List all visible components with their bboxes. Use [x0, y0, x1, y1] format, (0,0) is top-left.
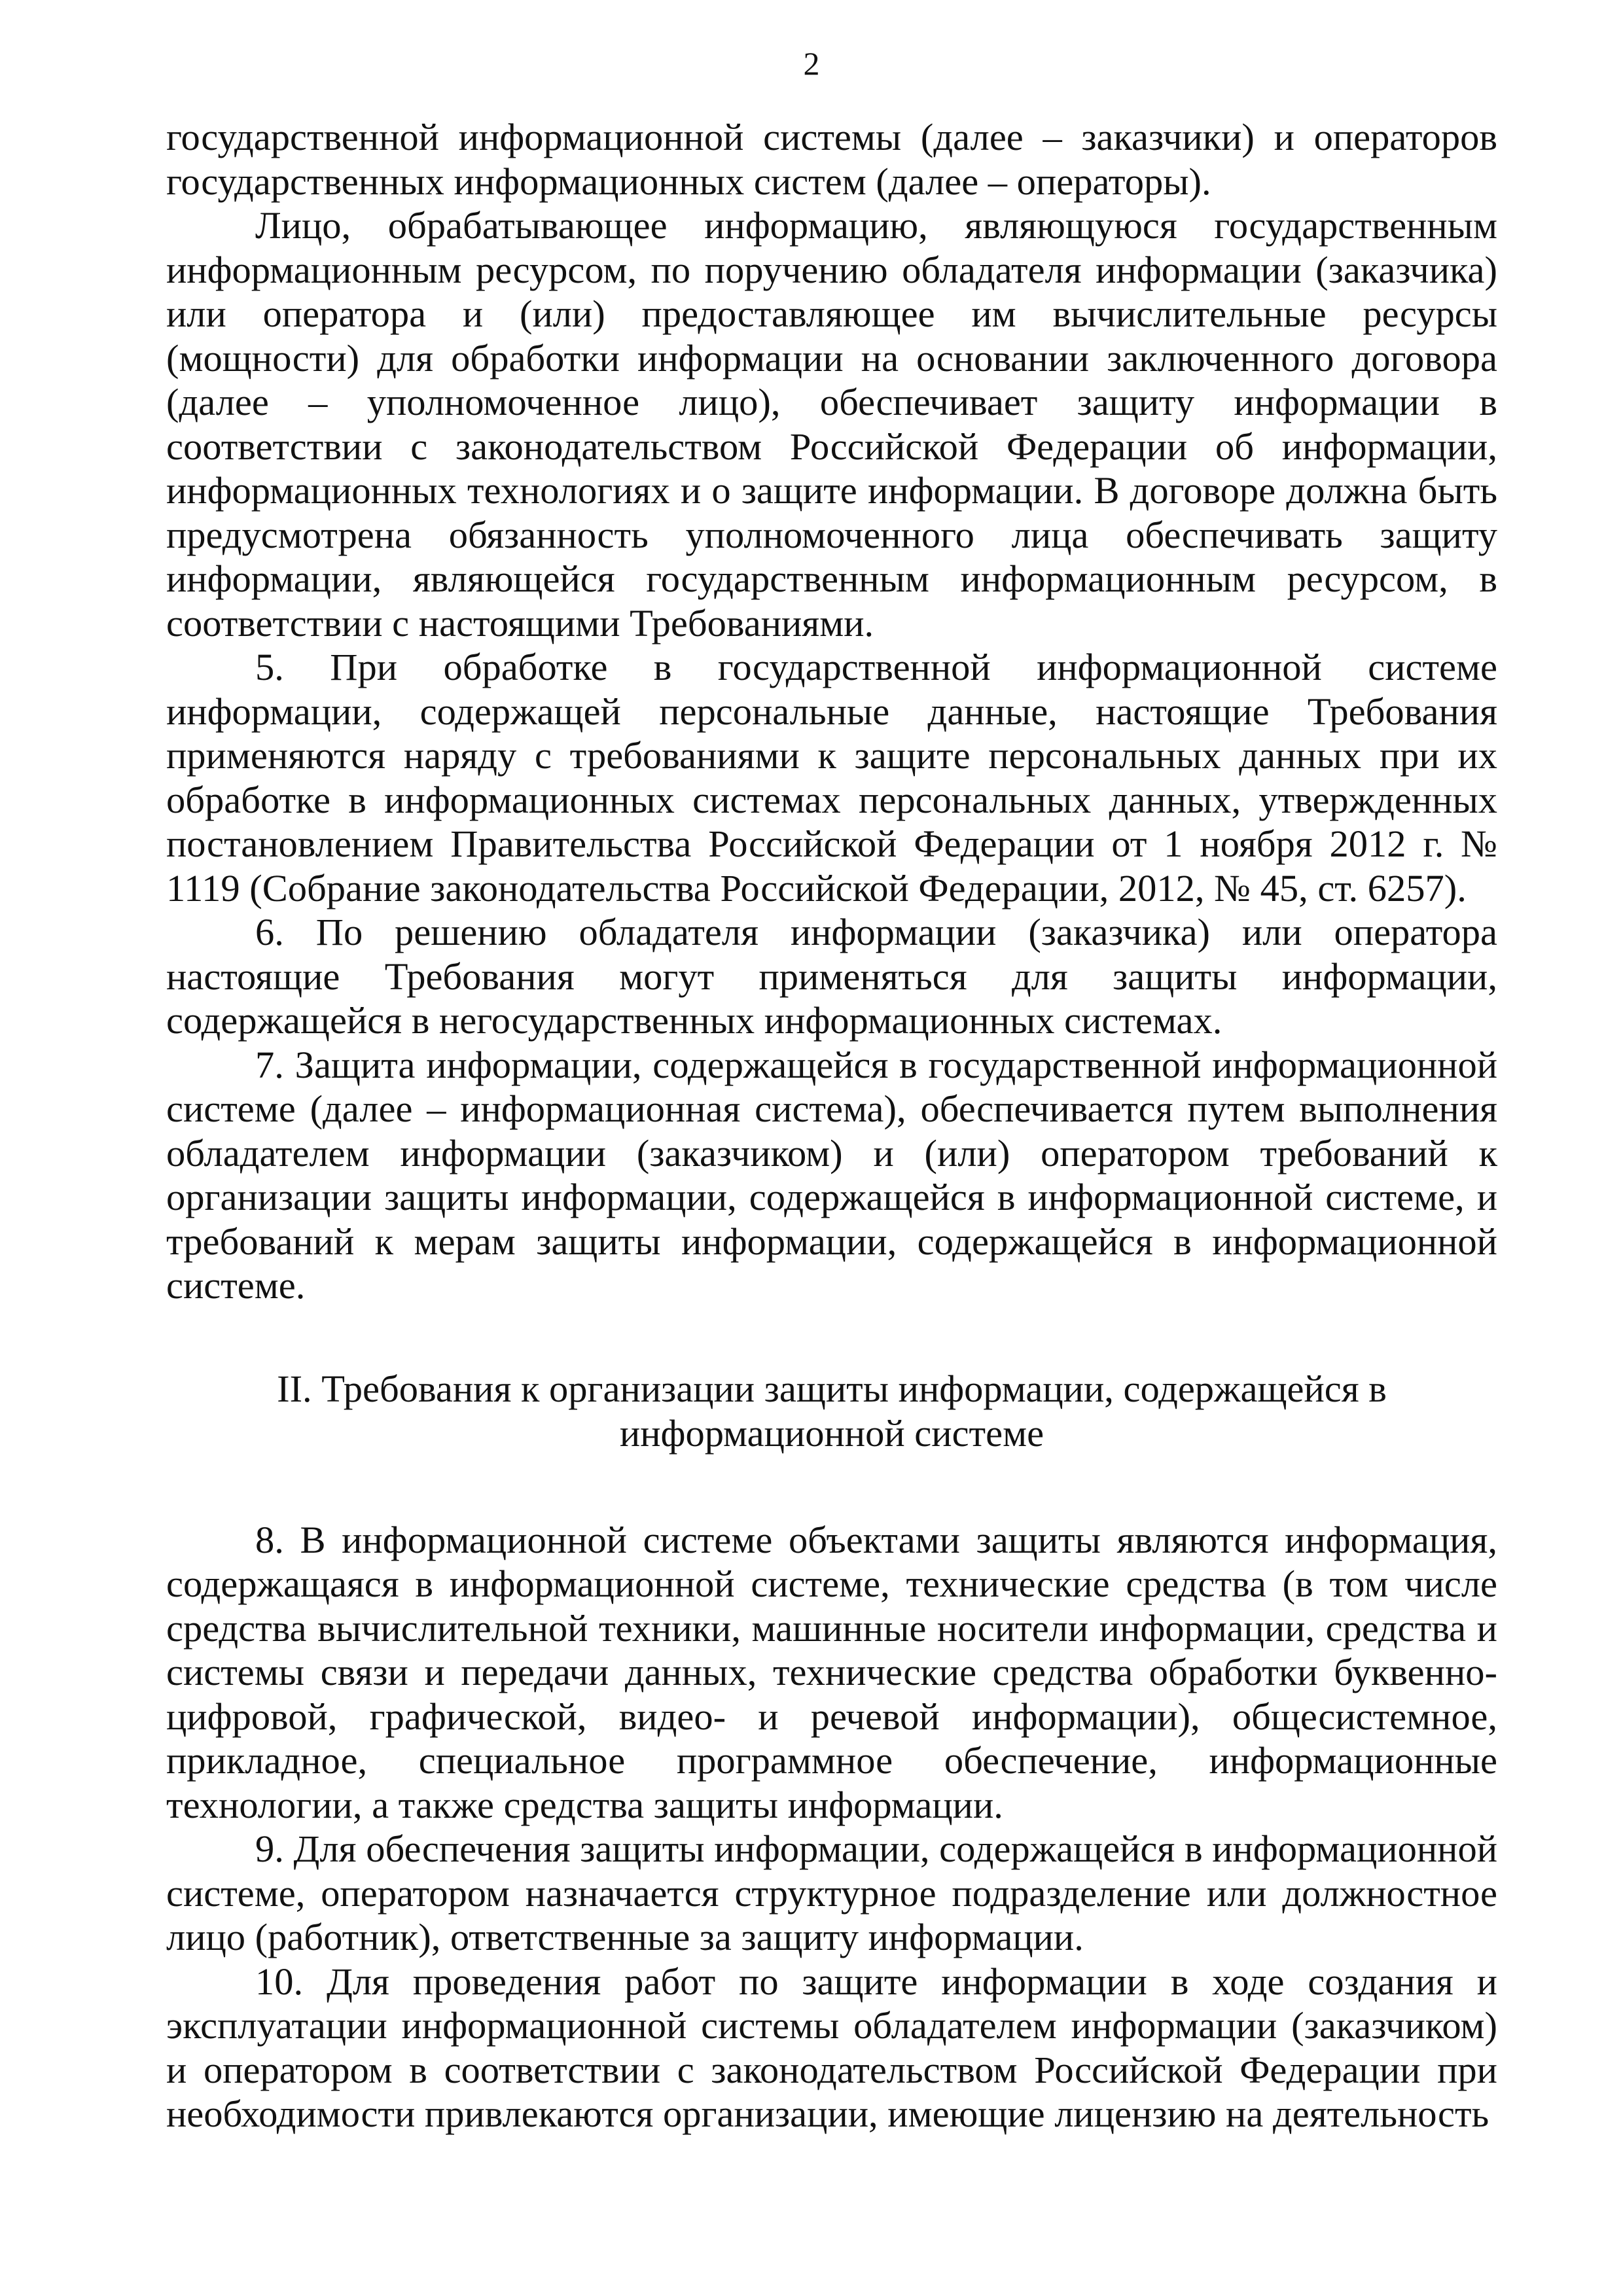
paragraph-8: 8. В информационной системе объектами защиты являются информация, содержащаяся в информационной системе, технические средства (в том числе средства вычислительной техники, машинные носители информации, средства и системы связи и передачи данных, технические средства обработки буквенно-цифровой, графической, видео- и речевой информации), общесистемное, прикладное, специальное программное обеспечение, информационные технологии, а также средства защиты информации. [166, 1518, 1497, 1826]
paragraph-5: 5. При обработке в государственной информационной системе информации, содержащей персональные данные, настоящие Требования применяются наряду с требованиями к защите персональных данных при их обработке в информационных системах персональных данных, утвержденных постановлением Правительства Российской Федерации от 1 ноября 2012 г. № 1119 (Собрание законодательства Российской Федерации, 2012, № 45, ст. 6257). [166, 646, 1497, 910]
document-body [166, 115, 1497, 2136]
section-heading-line-2: информационной системе [619, 1411, 1044, 1455]
paragraph-continuation: государственной информационной системы (далее – заказчики) и операторов государственных информационных систем (далее – операторы). [166, 116, 1497, 203]
paragraph-7: 7. Защита информации, содержащейся в государственной информационной системе (далее – информационная система), обеспечивается путем выполнения обладателем информации (заказчиком) и (или) оператором требований к организации защиты информации, содержащейся в информационной системе, и требований к мерам защиты информации, содержащейся в информационной системе. [166, 1043, 1497, 1307]
paragraph-10: 10. Для проведения работ по защите информации в ходе создания и эксплуатации информационной системы обладателем информации (заказчиком) и оператором в соответствии с законодательством Российской Федерации при необходимости привлекаются организации, имеющие лицензию на деятельность [166, 1960, 1497, 2135]
section-heading-line-1: II. Требования к организации защиты информации, содержащейся в [277, 1367, 1387, 1410]
page-number: 2 [803, 45, 820, 82]
paragraph-authorized-person: Лицо, обрабатывающее информацию, являющуюся государственным информационным ресурсом, по поручению обладателя информации (заказчика) или оператора и (или) предоставляющее им вычислительные ресурсы (мощности) для обработки информации на основании заключенного договора (далее – уполномоченное лицо), обеспечивает защиту информации в соответствии с законодательством Российской Федерации об информации, информационных технологиях и о защите информации. В договоре должна быть предусмотрена обязанность уполномоченного лица обеспечивать защиту информации, являющейся государственным информационным ресурсом, в соответствии с настоящими Требованиями. [166, 204, 1497, 645]
paragraph-6: 6. По решению обладателя информации (заказчика) или оператора настоящие Требования могут применяться для защиты информации, содержащейся в негосударственных информационных системах. [166, 911, 1497, 1042]
paragraph-9: 9. Для обеспечения защиты информации, содержащейся в информационной системе, оператором назначается структурное подразделение или должностное лицо (работник), ответственные за защиту информации. [166, 1828, 1497, 1958]
section-heading [166, 1367, 1497, 1456]
